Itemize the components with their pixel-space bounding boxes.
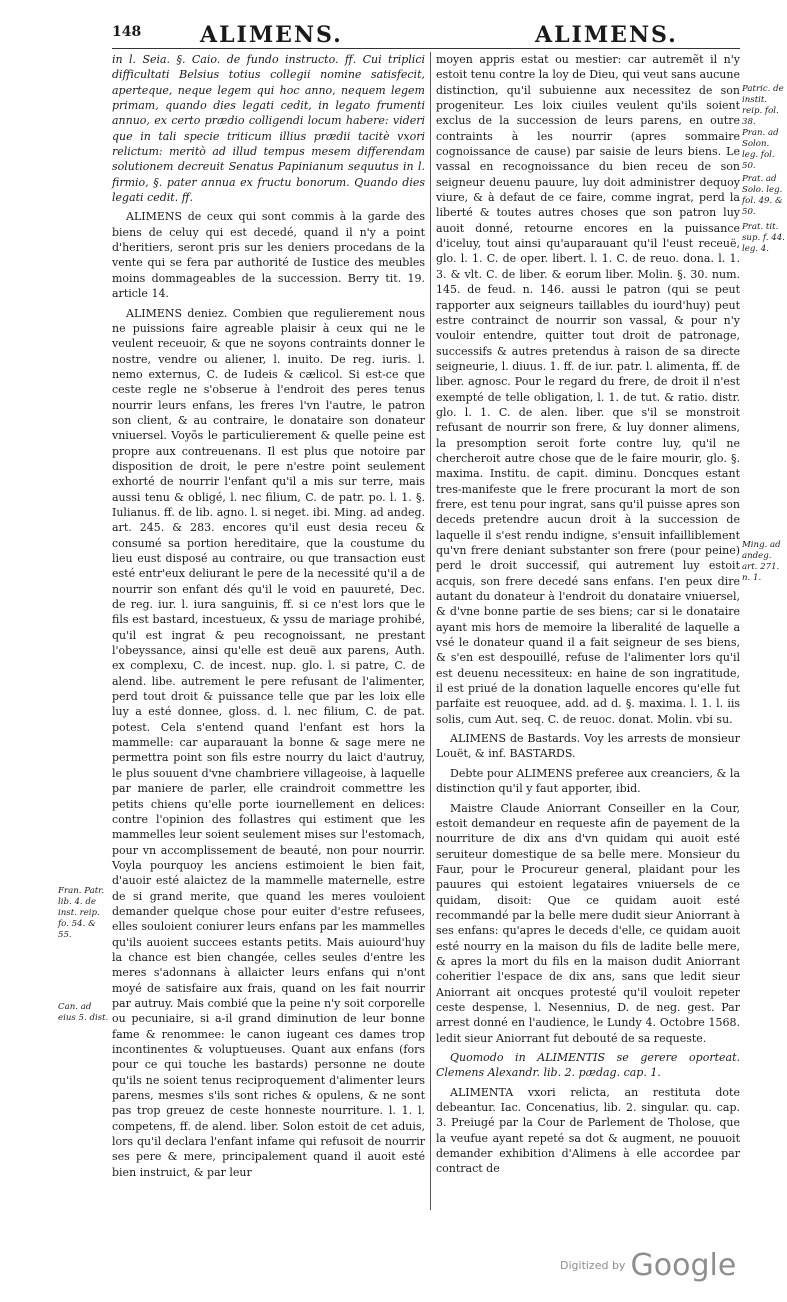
digitized-watermark <box>560 1248 736 1283</box>
paragraph: ALIMENS de Bastards. Voy les arrests de monsieur Louët, & inf. BASTARDS. <box>436 732 740 761</box>
running-title-left: ALIMENS. <box>200 22 343 48</box>
paragraph: Debte pour ALIMENS preferee aux creanciers, & la distinction qu'il y faut apporter, ibid. <box>436 766 740 796</box>
margin-note: Can. ad eius 5. dist. <box>58 1002 109 1023</box>
column-divider <box>430 52 431 1210</box>
running-title-right: ALIMENS. <box>535 22 678 48</box>
margin-note: Prat. ad Solo. leg. fol. 49. & 50. <box>742 174 783 217</box>
digitized-by-label: Digitized by <box>560 1259 626 1272</box>
paragraph: Quomodo in ALIMENTIS se gerere oporteat. Clemens Alexandr. lib. 2. pædag. cap. 1. <box>436 1051 740 1080</box>
paragraph: ALIMENTA vxori relicta, an restituta dote debeantur. Iac. Concenatius, lib. 2. singular. qu. cap. 3. Preiugé par la Cour de Parlement de Tholose, que la veufue ayant repeté sa dot & augment, ne pouuoit demander exhibition d'Alimens à elle accordee par contract de <box>436 1085 740 1176</box>
margin-note: Fran. Patr. lib. 4. de inst. reip. fo. 54. & 55. <box>58 886 105 940</box>
header-rule <box>112 48 740 49</box>
paragraph: Maistre Claude Aniorrant Conseiller en la Cour, estoit demandeur en requeste afin de payement de la nourriture de dix ans d'vn quidam qui auoit esté seruiteur domestique de sa belle mere. Monsieur du Faur, pour le Procureur general, plaidant pour les pauures qui estoient legataires vniuersels de ce quidam, disoit: Que ce quidam auoit esté recommandé par la belle mere dudit sieur Aniorrant à ses enfans: qu'apres le deceds d'elle, ce quidam auoit esté nourry en la maison du fils de ladite belle mere, & apres la mort du fils en la maison dudit Aniorrant coheritier l'espace de dix ans, sans que ledit sieur Aniorrant ait oncques protesté qu'il vouloit repeter ceste despense, l. Nesennius, D. de neg. gest. Par arrest donné en l'audience, le Lundy 4. Octobre 1568. ledit sieur Aniorrant fut debouté de sa requeste. <box>436 801 740 1045</box>
margin-note: Ming. ad andeg. art. 271. n. 1. <box>742 540 781 583</box>
margin-note: Patric. de instit. reip. fol. 38. <box>742 84 784 127</box>
paragraph: ALIMENS deniez. Combien que regulierement nous ne puissions faire agreable plaisir à ceux qui ne le veulent receuoir, & que ne soyons contraints donner le nostre, vendre ou aliener, l. inuito. De reg. iuris. l. nemo externus, C. de Iudeis & cælicol. Si est-ce que ceste regle ne s'obserue à l'endroit des peres tenus nourrir leurs enfans, les freres l'vn l'autre, le patron son client, & au contraire, le donataire son donateur vniuersel. Voyõs le particulierement & quelle peine est propre aux contreuenans. Il est plus que notoire par disposition de droit, le pere n'estre point seulement exhorté de nourrir l'enfant qu'il a mis sur terre, mais aussi tenu & obligé, l. nec filium, C. de patr. po. l. 1. §. Iulianus. ff. de lib. agno. l. si neget. ibi. Ming. ad andeg. art. 245. & 283. encores qu'il eust desia receu & consumé sa portion hereditaire, que la coustume du lieu eust disposé au contraire, ou que transaction eust esté entr'eux deliurant le pere de la necessité qu'il a de nourrir son enfant dés qu'il le void en pauureté, Dec. de reg. iur. l. iura sanguinis, ff. si ce n'est lors que le fils est bastard, incestueux, & yssu de mariage prohibé, qu'il est ingrat & peu recognoissant, ne prestant l'obeyssance, ainsi qu'elle est deuë aux parens, Auth. ex complexu, C. de incest. nup. glo. l. si patre, C. de alend. libe. autrement le pere refusant de l'alimenter, perd tout droit & puissance telle que par les loix elle luy a esté donnee, gloss. d. l. nec filium, C. de pat. potest. Cela s'entend quand l'enfant est hors la mammelle: car auparauant la bonne & sage mere ne permettra point son fils estre nourry du laict d'autruy, le plus souuent d'vne chambriere villageoise, à laquelle par maniere de parler, elle craindroit commettre les petits chiens qu'elle porte iournellement en delices: contre l'opinion des follastres qui estiment que les mammelles leur soient seulement mises sur l'estomach, pour vn accomplissement de beauté, non pour nourrir. Voyla pourquoy les anciens estimoient le bien fait, d'auoir esté alaictez de la mammelle maternelle, estre de si grand merite, que quand les meres vouloient demander quelque chose pour euiter d'estre refusees, elles souloient coniurer leurs enfans par les mammelles qu'ils auoient succees estants petits. Mais auiourd'huy la chance est bien changée, celles seules d'entre les meres s'adonnans à allaicter leurs enfans qui n'ont moyé de satisfaire aux frais, quand on les fait nourrir par autruy. Mais combié que la peine n'y soit corporelle ou pecuniaire, si a-il grand diminution de leur bonne fame & renommee: le canon iugeant ces dames trop incontinentes & voluptueuses. Quant aux enfans (fors pour ce qui touche les bastards) personne ne doute qu'ils ne soient tenus reciproquement d'alimenter leurs parens, mesmes s'ils sont riches & opulens, & ne sont pas trop greuez de ceste honneste nourriture. l. 1. l. competens, ff. de alend. liber. Solon estoit de cet aduis, lors qu'il declara l'enfant infame qui refusoit de nourrir ses pere & mere, principalement quand il auoit esté bien instruict, & par leur <box>112 306 425 1179</box>
left-column <box>112 52 425 1184</box>
margin-note: Pran. ad Solon. leg. fol. 50. <box>742 128 779 171</box>
google-logo: Google <box>630 1248 737 1283</box>
right-column <box>436 52 740 1181</box>
margin-note: Prat. tit. sup. f. 44. leg. 4. <box>742 222 785 254</box>
page-number: 148 <box>112 24 142 40</box>
paragraph: in l. Seia. §. Caio. de fundo instructo. ff. Cui triplici difficultati Belsius totius collegii nomine satisfecit, aperteque, neque legem qui hoc anno, nequem legem primam, quando dies legati cedit, in legato frumenti annuo, ex certo prædio colligendi locum habere: videri que in tali specie triticum illius prædii tacitè vxori relictum: meritò ad illud tempus mesem differendam solutionem decreuit Senatus Papinianum sequutus in l. firmio, §. pater annua ex fructu bonorum. Quando dies legati cedit. ff. <box>112 53 425 205</box>
paragraph: moyen appris estat ou mestier: car autremẽt il n'y estoit tenu contre la loy de Dieu, qui veut sans aucune distinction, qu'il subuienne aux necessitez de son progeniteur. Les loix ciuiles veulent qu'ils soient exclus de la succession de leurs parens, en outre contraints à les nourrir (apres sommaire cognoissance de cause) par saisie de leurs biens. Le vassal en recognoissance du bien receu de son seigneur deuenu pauure, luy doit administrer dequoy viure, & à defaut de ce faire, comme ingrat, perd la liberté & toutes autres choses que son patron luy auoit donné, retourne encores en la puissance d'iceluy, tout ainsi qu'auparauant qu'il l'eust receuë, glo. l. 1. C. de oper. libert. l. 1. C. de reuo. dona. l. 1. 3. & vlt. C. de liber. & eorum liber. Molin. §. 30. num. 145. de feud. n. 146. aussi le patron (qui se peut rapporter aux seigneurs taillables du iourd'huy) peut estre contrainct de nourrir son vassal, & pour n'y vouloir entendre, quitter tout droit de patronage, successifs & autres pretendus à raison de sa directe seigneurie, l. diuus. 1. ff. de iur. patr. l. alimenta, ff. de liber. agnosc. Pour le regard du frere, de droit il n'est exempté de telle obligation, l. 1. de tut. & ratio. distr. glo. l. 1. C. de alen. liber. que s'il se monstroit refusant de nourrir son frere, & luy donner alimens, la presomption seroit forte contre luy, qu'il ne chercheroit autre chose que de le faire mourir, glo. §. maxima. Institu. de capit. diminu. Doncques estant tres-manifeste que le frere procurant la mort de son frere, est tenu pour ingrat, sans qu'il puisse apres son deceds pretendre aucun droit à la succession de laquelle il s'est rendu indigne, s'ensuit infailliblement qu'vn frere deniant substanter son frere (pour peine) perd le droit successif, qui autrement luy estoit acquis, son frere decedé sans enfans. I'en peux dire autant du donateur à l'endroit du donataire vniuersel, & d'vne bonne partie de ses biens; car si le donataire ayant mis hors de memoire la liberalité de laquelle a vsé le donateur quand il a fait seigneur de ses biens, & s'en est despouillé, refuse de l'alimenter lors qu'il est deuenu necessiteux: en haine de son ingratitude, il est priué de la donation laquelle encores qu'elle fut parfaite est reuoquee, add. ad d. §. maxima. l. 1. l. iis solis, cum Aut. seq. C. de reuoc. donat. Molin. vbi su. <box>436 53 740 726</box>
paragraph: ALIMENS de ceux qui sont commis à la garde des biens de celuy qui est decedé, quand il n'y a point d'heritiers, seront pris sur les deniers procedans de la vente qui se fera par authorité de Iustice des meubles moins dommageables de la succession. Berry tit. 19. article 14. <box>112 210 425 301</box>
